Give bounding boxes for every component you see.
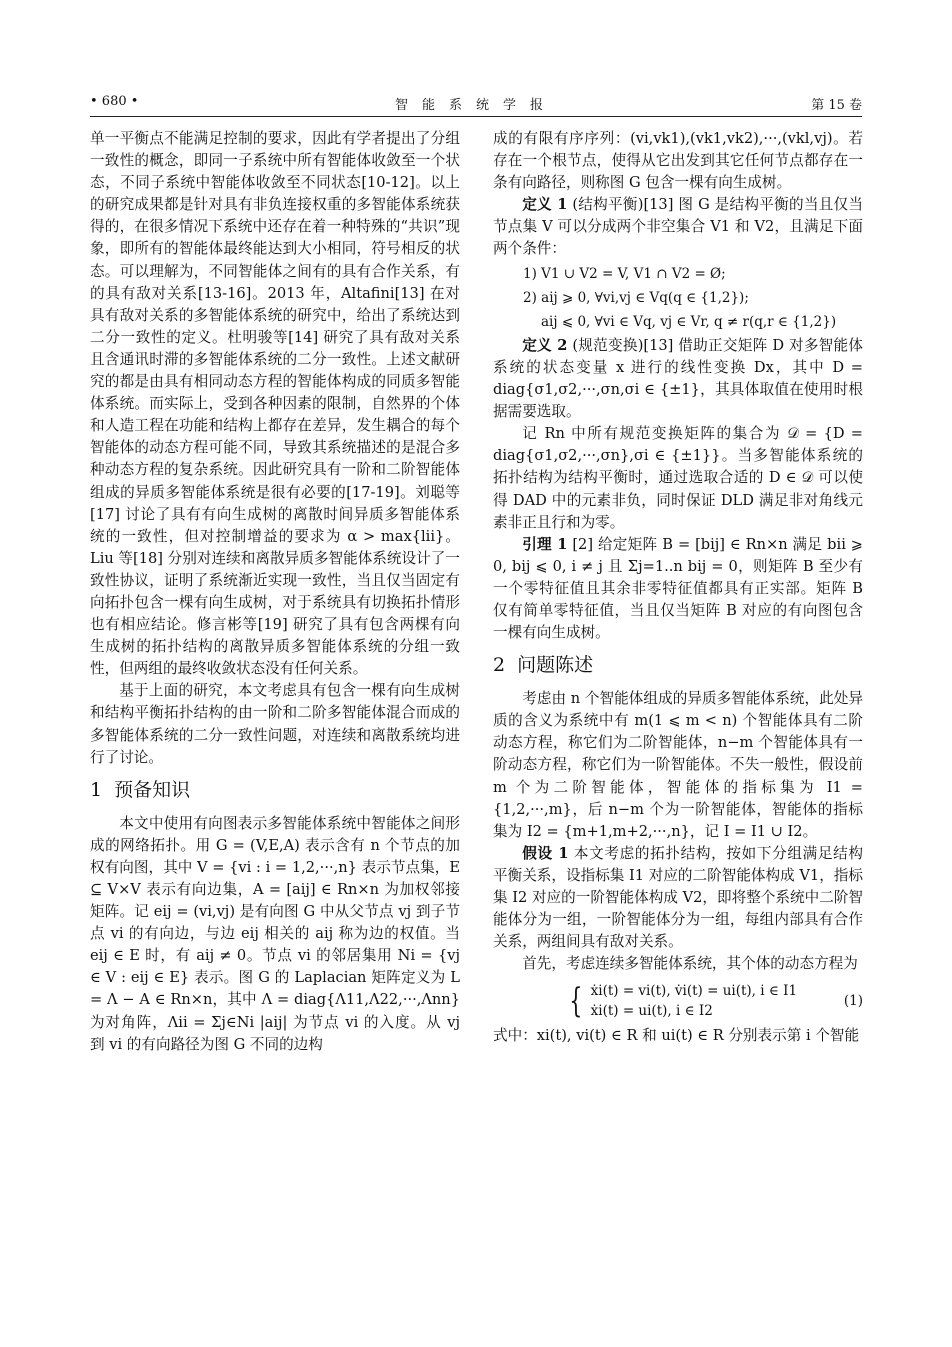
brace: { xyxy=(569,981,583,1022)
condition: 2) aij ⩾ 0, ∀vi,vj ∈ Vq(q ∈ {1,2}); xyxy=(523,289,749,306)
equation-lines xyxy=(591,981,823,1021)
left-column xyxy=(90,128,460,1056)
definition xyxy=(493,194,863,260)
equation-line: ẋi(t) = vi(t), v̇i(t) = ui(t), i ∈ I1 xyxy=(590,983,798,1000)
definition-label: 定义 2 xyxy=(522,336,568,354)
paragraph: 本文中使用有向图表示多智能体系统中智能体之间形成的网络拓扑。用 G = (V,E,A) 表示含有 n 个节点的加权有向图，其中 V = {vi : i = 1,2,···,n} 表示节点集，E ⊆ V×V 表示有向边集，A = [aij] ∈ Rn×n 为加权邻接矩阵。记 eij = (vi,vj) 是有向图 G 中从父节点 vj 到子节点 vi 的有向边，与边 eij 相关的 aij 称为边的权值。当 eij ∈ E 时，有 aij ≠ 0。节点 vi 的邻居集用 Ni = {vj ∈ V : eij ∈ E} 表示。图 G 的 Laplacian 矩阵定义为 L = Λ − A ∈ Rn×n，其中 Λ = diag{Λ11,Λ22,···,Λnn} 为对角阵，Λii = Σj∈Ni |aij| 为节点 vi 的入度。从 vj 到 vi 的有向路径为图 G 不同的边构 xyxy=(90,814,460,1053)
paragraph: 成的有限有序序列：(vi,vk1),(vk1,vk2),···,(vkl,vj)。若存在一个根节点，使得从它出发到其它任何节点都存在一条有向路径，则称图 G 包含一棵有向生成树。 xyxy=(493,130,863,192)
paragraph: 记 Rn 中所有规范变换矩阵的集合为 𝒟 = {D = diag{σ1,σ2,···,σn},σi ∈ {±1}}。当多智能体系统的拓扑结构为结构平衡时，通过选取合适的 D ∈ 𝒟 可以使得 DAD 中的元素非负，同时保证 DLD 满足非对角线元素非正且行和为零。 xyxy=(493,425,863,531)
section-title: 预备知识 xyxy=(114,778,191,801)
lemma-label: 引理 1 xyxy=(522,535,568,553)
equation-number: (1) xyxy=(843,993,863,1010)
assumption-label: 假设 1 xyxy=(522,844,569,862)
paragraph: 首先，考虑连续多智能体系统，其个体的动态方程为 xyxy=(522,955,858,973)
equation-1 xyxy=(493,981,863,1021)
page-number: • 680 • xyxy=(90,94,139,109)
definition-text: (规范变换)[13] 借助正交矩阵 D 对多智能体系统的状态变量 x 进行的线性变换 Dx，其中 D = diag{σ1,σ2,···,σn,σi ∈ {±1}，其具体取值在使用时根据需要选取。 xyxy=(493,336,863,421)
volume-label: 第 15 卷 xyxy=(811,98,862,113)
definition xyxy=(493,335,863,423)
paragraph: 基于上面的研究，本文考虑具有包含一棵有向生成树和结构平衡拓扑结构的由一阶和二阶多智能体混合而成的多智能体系统的二分一致性问题，对连续和离散系统均进行了讨论。 xyxy=(90,682,460,766)
equation-line: ẋi(t) = ui(t), i ∈ I2 xyxy=(590,1003,713,1020)
page-header xyxy=(90,90,862,117)
journal-name: 智能系统学报 xyxy=(394,98,557,113)
section-number: 2 xyxy=(493,654,506,677)
right-column xyxy=(493,128,863,1047)
paragraph: 考虑由 n 个智能体组成的异质多智能体系统，此处异质的含义为系统中有 m(1 ⩽ m < n) 个智能体具有二阶动态方程，称它们为二阶智能体，n−m 个智能体具有一阶动态方程，称它们为一阶智能体。不失一般性，假设前 m 个为二阶智能体，智能体的指标集为 I1 = {1,2,···,m}，后 n−m 个为一阶智能体，智能体的指标集为 I2 = {m+1,m+2,···,n}，记 I = I1 ∪ I2。 xyxy=(493,690,863,840)
condition: 1) V1 ∪ V2 = V, V1 ∩ V2 = Ø; xyxy=(523,265,726,282)
assumption xyxy=(493,843,863,953)
section-heading xyxy=(493,652,863,678)
section-number: 1 xyxy=(90,778,103,801)
section-heading xyxy=(90,777,460,803)
section-title: 问题陈述 xyxy=(517,654,594,677)
definition-text: (结构平衡)[13] 图 G 是结构平衡的当且仅当节点集 V 可以分成两个非空集合 V1 和 V2，且满足下面两个条件： xyxy=(493,196,864,258)
paragraph: 单一平衡点不能满足控制的要求，因此有学者提出了分组一致性的概念，即同一子系统中所有智能体收敛至一个状态，不同子系统中智能体收敛至不同状态[10-12]。以上的研究成果都是针对具有非负连接权重的多智能体系统获得的，在很多情况下系统中还存在着一种特殊的“共识”现象，即所有的智能体最终能达到大小相同，符号相反的状态。可以理解为，不同智能体之间有的具有合作关系，有的具有敌对关系[13-16]。2013 年，Altafini[13] 在对具有敌对关系的多智能体系统的研究中，给出了系统达到二分一致性的定义。杜明骏等[14] 研究了具有敌对关系且含通讯时滞的多智能体系统的二分一致性。上述文献研究的都是由具有相同动态方程的智能体构成的同质多智能体系统。而实际上，受到各种因素的限制，自然界的个体和人造工程在功能和结构上都存在差异，发生耦合的每个智能体的动态方程可能不同，导致其系统描述的是混合多种动态方程的复杂系统。因此研究具有一阶和二阶智能体组成的异质多智能体系统是很有必要的[17-19]。刘聪等[17] 讨论了具有有向生成树的离散时间异质多智能体系统的一致性，但对控制增益的要求为 α > max{lii}。Liu 等[18] 分别对连续和离散异质多智能体系统设计了一致性协议，证明了系统渐近实现一致性，当且仅当固定有向拓扑包含一棵有向生成树，对于系统具有切换拓扑情形也有相应结论。修言彬等[19] 研究了具有包含两棵有向生成树的拓扑结构的离散异质多智能体系统的分组一致性，但两组的最终收敛状态没有任何关系。 xyxy=(90,130,460,678)
lemma-text: [2] 给定矩阵 B = [bij] ∈ Rn×n 满足 bii ⩾ 0, bij ⩽ 0, i ≠ j 且 Σj=1..n bij = 0，则矩阵 B 至少有一个零特征值且其余非零特征值都具有正实部。矩阵 B 仅有简单零特征值，当且仅当矩阵 B 对应的有向图包含一棵有向生成树。 xyxy=(493,535,863,642)
definition-label: 定义 1 xyxy=(522,196,568,214)
condition: aij ⩽ 0, ∀vi ∈ Vq, vj ∈ Vr, q ≠ r(q,r ∈ {1,2}) xyxy=(541,313,837,330)
paragraph: 式中：xi(t), vi(t) ∈ R 和 ui(t) ∈ R 分别表示第 i 个智能 xyxy=(493,1027,860,1045)
assumption-text: 本文考虑的拓扑结构，按如下分组满足结构平衡关系，设指标集 I1 对应的二阶智能体构成 V1，指标集 I2 对应的一阶智能体构成 V2，即将整个系统中二阶智能体分为一组，一阶智能体分为一组，每组内部具有合作关系，两组间具有敌对关系。 xyxy=(493,844,863,951)
lemma xyxy=(493,534,863,644)
